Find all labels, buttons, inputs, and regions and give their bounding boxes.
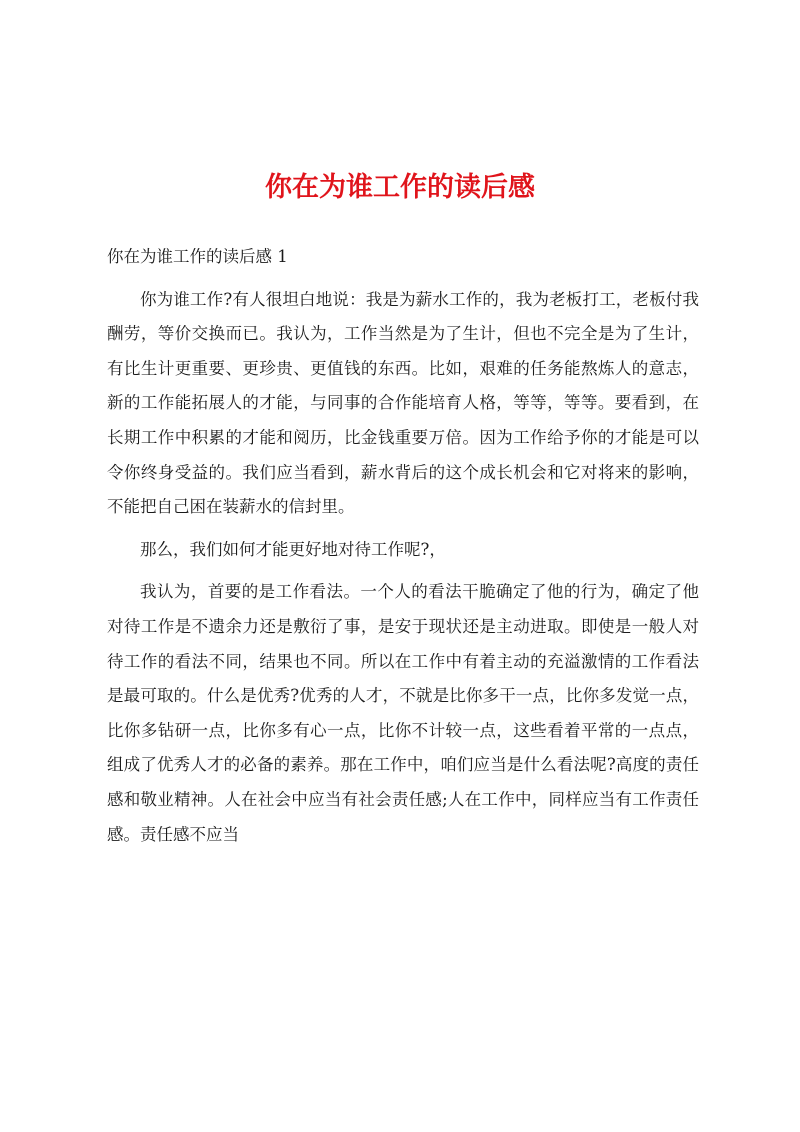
paragraph-2: 那么，我们如何才能更好地对待工作呢?， bbox=[140, 539, 446, 559]
paragraph-3: 我认为，首要的是工作看法。一个人的看法干脆确定了他的行为，确定了他对待工作是不遗余力还是敷衍了事，是安于现状还是主动进取。即使是一般人对待工作的看法不同，结果也不同。所以在工作中有着主动的充溢激情的工作看法是最可取的。什么是优秀?优秀的人才，不就是比你多干一点，比你多发觉一点，比你多钻研一点，比你多有心一点，比你不计较一点，这些看着平常的一点点，组成了优秀人才的必备的素养。那在工作中，咱们应当是什么看法呢?高度的责任感和敬业精神。人在社会中应当有社会责任感;人在工作中，同样应当有工作责任感。责任感不应当 bbox=[107, 582, 699, 844]
document-title: 你在为谁工作的读后感 bbox=[265, 172, 535, 203]
document-body bbox=[107, 240, 699, 860]
section-heading: 你在为谁工作的读后感 1 bbox=[107, 247, 288, 266]
paragraph-1: 你为谁工作?有人很坦白地说：我是为薪水工作的，我为老板打工，老板付我酬劳，等价交换而已。我认为，工作当然是为了生计，但也不完全是为了生计，有比生计更重要、更珍贵、更值钱的东西。比如，艰难的任务能熬炼人的意志，新的工作能拓展人的才能，与同事的合作能培育人格，等等，等等。要看到，在长期工作中积累的才能和阅历，比金钱重要万倍。因为工作给予你的才能是可以令你终身受益的。我们应当看到，薪水背后的这个成长机会和它对将来的影响，不能把自己困在装薪水的信封里。 bbox=[107, 289, 699, 517]
